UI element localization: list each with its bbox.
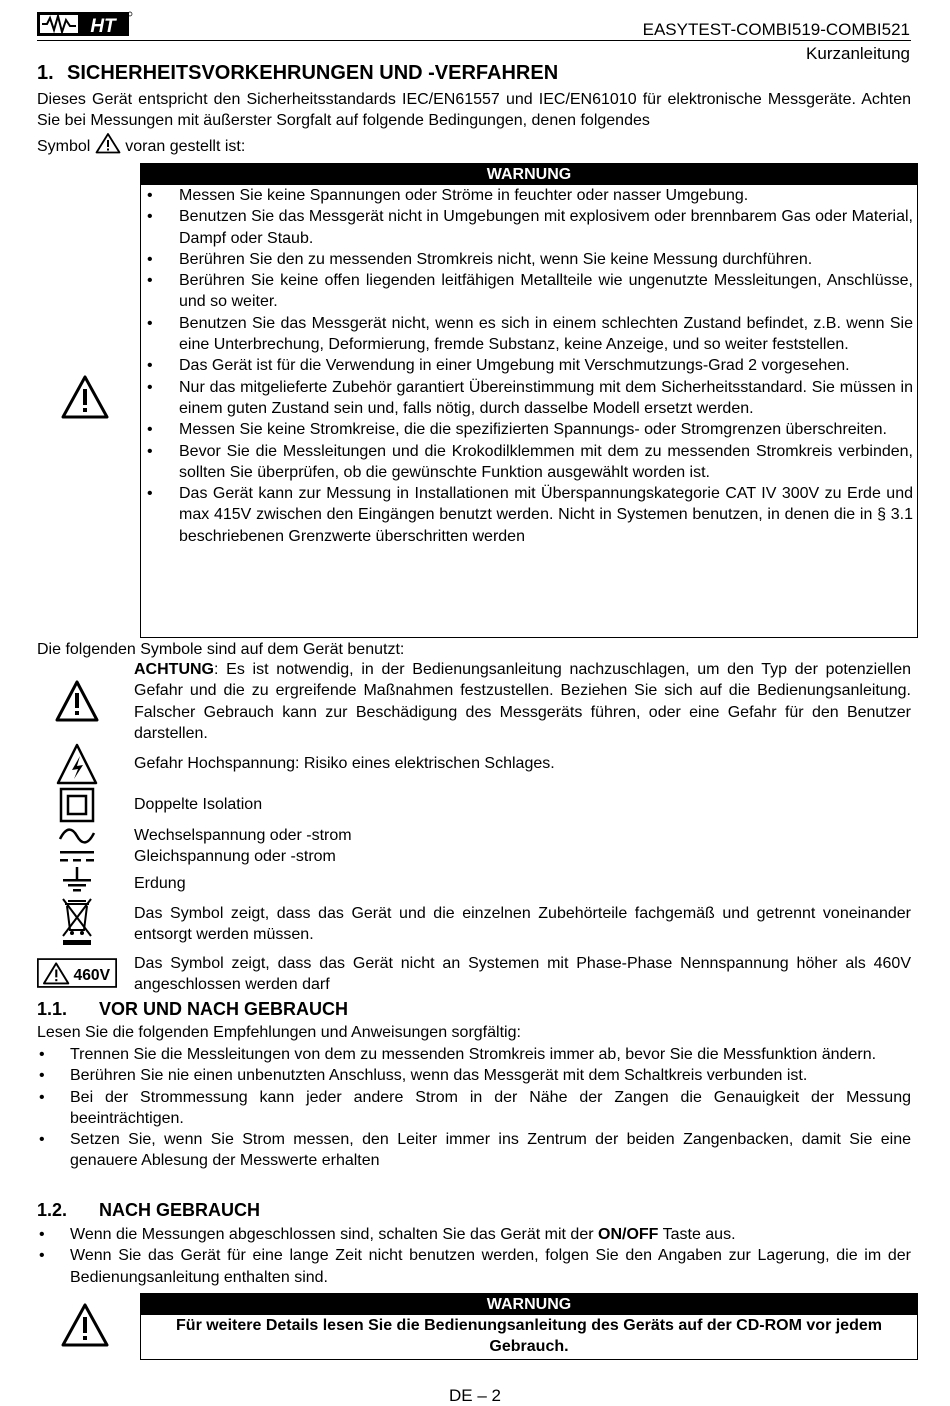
high-voltage-text: Gefahr Hochspannung: Risiko eines elektrischen Schlages. — [134, 755, 555, 772]
voltage-limit-text: Das Symbol zeigt, dass das Gerät nicht an Systemen mit Phase-Phase Nennspannung höher als 460V angeschlossen werden darf — [134, 955, 911, 994]
warning-triangle-icon — [60, 374, 110, 420]
badge-label: 460V — [73, 966, 111, 984]
achtung-description: : Es ist notwendig, in der Bedienungsanleitung nachzuschlagen, um den Typ der potenziellen Gefahr und die zu ergreifende Maßnahmen festzustellen. Beziehen Sie sich auf die Bedienungsanleitung. Falscher Gebrauch kann zur Beschädigung des Messgeräts führen, oder eine Gefahr für den Benutzer darstellen. — [134, 661, 911, 742]
symbols-intro: Die folgenden Symbole sind auf dem Gerät benutzt: — [37, 641, 405, 658]
list-item — [141, 377, 917, 420]
list-item-text: Taste aus. — [658, 1226, 736, 1243]
achtung-text — [134, 659, 911, 744]
list-item — [141, 483, 917, 547]
bullet: • — [147, 421, 153, 439]
bullet: • — [147, 485, 153, 503]
bullet: • — [39, 1131, 45, 1149]
list-item — [141, 185, 917, 206]
page-number: DE – 2 — [449, 1386, 501, 1405]
bullet: • — [39, 1067, 45, 1085]
warning-list — [141, 185, 917, 547]
subsection-number: 1.1. — [37, 999, 68, 1019]
double-insulation-text: Doppelte Isolation — [134, 796, 263, 813]
list-item-text: Berühren Sie nie einen unbenutzten Anschluss, wenn das Messgerät mit dem Schaltkreis verbunden ist. — [70, 1067, 808, 1085]
section-title: SICHERHEITSVORKEHRUNGEN UND -VERFAHREN — [67, 62, 559, 84]
list-item-text: Wenn Sie das Gerät für eine lange Zeit nicht benutzen werden, folgen Sie den Angaben zur Lagerung, die im der Bedienungsanleitung enthalten sind. — [70, 1247, 911, 1286]
bullet: • — [147, 187, 153, 204]
list-item-text: Das Gerät kann zur Messung in Installationen mit Überspannungskategorie CAT IV 300V zu Erde und max 415V zwischen den Eingängen benutzt werden. Nicht in Systemen benutzen, in denen die in § 3.1 beschriebenen Grenzwerte überschritten werden — [179, 485, 913, 545]
list-item — [141, 249, 917, 270]
earth-ground-icon — [37, 866, 117, 894]
instructions-list — [37, 1044, 911, 1172]
dc-text: Gleichspannung oder -strom — [134, 848, 336, 865]
subsection-heading — [37, 999, 348, 1020]
list-item — [37, 1044, 911, 1065]
intro-paragraph — [37, 89, 911, 157]
double-insulation-icon — [37, 786, 117, 824]
intro-text: Dieses Gerät entspricht den Sicherheitsstandards IEC/EN61557 und IEC/EN61010 für elektronische Messgeräte. Achten Sie bei Messungen mit äußerster Sorgfalt auf folgende Bedingungen, denen folgendes — [37, 91, 911, 130]
list-item-text: Benutzen Sie das Messgerät nicht in Umgebungen mit explosivem oder brennbarem Gas oder Material, Dampf oder Staub. — [179, 208, 913, 247]
ac-text: Wechselspannung oder -strom — [134, 827, 352, 844]
list-item — [37, 1087, 911, 1130]
warning-triangle-icon — [95, 132, 121, 154]
bullet: • — [147, 357, 153, 375]
list-item — [141, 355, 917, 376]
doc-subtitle: Kurzanleitung — [806, 44, 910, 63]
doc-title: EASYTEST-COMBI519-COMBI521 — [642, 20, 910, 39]
warning-box — [140, 163, 918, 638]
bullet: • — [39, 1247, 45, 1265]
list-item-text: Wenn die Messungen abgeschlossen sind, schalten Sie das Gerät mit der — [70, 1226, 598, 1243]
bullet: • — [147, 272, 153, 290]
warning-triangle-icon — [60, 1302, 110, 1348]
list-item-text: Berühren Sie den zu messenden Stromkreis nicht, wenn Sie keine Messung durchführen. — [179, 250, 813, 268]
dc-icon — [37, 846, 117, 866]
warning-text: Für weitere Details lesen Sie die Bedienungsanleitung des Geräts auf der CD-ROM vor jedem Gebrauch. — [176, 1317, 882, 1356]
bullet: • — [39, 1088, 45, 1106]
ht-logo — [37, 10, 133, 38]
subsection-title: VOR UND NACH GEBRAUCH — [99, 999, 349, 1019]
earth-text: Erdung — [134, 875, 186, 892]
logo-text: HT — [90, 16, 116, 37]
on-off-key-label: ON/OFF — [598, 1226, 659, 1243]
bullet: • — [147, 378, 153, 396]
list-item — [141, 419, 917, 440]
list-item — [141, 206, 917, 249]
list-item — [141, 270, 917, 313]
list-item — [141, 313, 917, 356]
section-heading — [37, 63, 558, 84]
list-item — [37, 1224, 911, 1245]
list-item-text: Setzen Sie, wenn Sie Strom messen, den Leiter immer ins Zentrum der beiden Zangenbacken, damit Sie eine genauere Ablesung der Messwerte erhalten — [70, 1131, 911, 1170]
intro-text-end: voran gestellt ist: — [125, 137, 246, 155]
header-divider — [37, 40, 911, 41]
list-item-text: Bevor Sie die Messleitungen und die Krokodilklemmen mit dem zu messenden Stromkreis verbinden, sollten Sie überprüfen, ob die gewünschte Funktion ausgewählt worden ist. — [179, 442, 913, 481]
list-item — [37, 1065, 911, 1086]
warning-heading: WARNUNG — [141, 1294, 917, 1315]
list-item — [37, 1129, 911, 1172]
subsection-title: NACH GEBRAUCH — [99, 1200, 260, 1220]
list-item-text: Bei der Strommessung kann jeder andere Strom in der Nähe der Zangen die Genauigkeit der Messung beeinträchtigen. — [70, 1088, 911, 1127]
list-item-text: Benutzen Sie das Messgerät nicht, wenn es sich in einem schlechten Zustand befindet, z.B. wenn Sie eine Unterbrechung, Deformierung, fremde Substanz, keine Anzeige, und so weiter feststellen. — [179, 314, 913, 354]
list-item-text: Berühren Sie keine offen liegenden leitfähigen Metallteile wie ungenutzte Messleitungen, Anschlüsse, und so weiter. — [179, 272, 913, 311]
warning-triangle-icon — [37, 676, 117, 726]
voltage-limit-badge-icon — [37, 955, 117, 991]
warning-box — [140, 1293, 918, 1360]
list-item-text: Messen Sie keine Spannungen oder Ströme in feuchter oder nasser Umgebung. — [179, 187, 749, 204]
list-item-text: Messen Sie keine Stromkreise, die die spezifizierten Spannungs- oder Stromgrenzen überschreiten. — [179, 421, 887, 439]
bullet: • — [39, 1046, 45, 1063]
list-item-text: Nur das mitgelieferte Zubehör garantiert Übereinstimmung mit dem Sicherheitsstandard. Sie müssen in einem guten Zustand sein und, falls nötig, durch dasselbe Modell ersetzt werden. — [179, 378, 913, 417]
bullet: • — [147, 314, 153, 332]
intro-symbol-label: Symbol — [37, 137, 91, 155]
subsection-number: 1.2. — [37, 1200, 68, 1220]
weee-text: Das Symbol zeigt, dass das Gerät und die einzelnen Zubehörteile fachgemäß und getrennt voneinander entsorgt werden müssen. — [134, 905, 911, 944]
bullet: • — [39, 1226, 45, 1243]
achtung-label: ACHTUNG — [134, 661, 214, 678]
ac-wave-icon — [37, 825, 117, 847]
subsection-heading — [37, 1200, 260, 1221]
list-item — [141, 441, 917, 484]
high-voltage-icon — [37, 742, 117, 786]
weee-bin-icon — [37, 896, 117, 948]
bullet: • — [147, 442, 153, 460]
list-item — [37, 1245, 911, 1288]
after-use-list — [37, 1224, 911, 1288]
list-item-text: Trennen Sie die Messleitungen von dem zu messenden Stromkreis immer ab, bevor Sie die Messfunktion ändern. — [70, 1046, 877, 1063]
warning-heading: WARNUNG — [141, 164, 917, 185]
bullet: • — [147, 250, 153, 268]
list-item-text: Das Gerät ist für die Verwendung in einer Umgebung mit Verschmutzungs-Grad 2 vorgesehen. — [179, 357, 850, 375]
subsection-intro: Lesen Sie die folgenden Empfehlungen und Anweisungen sorgfältig: — [37, 1024, 521, 1041]
section-number: 1. — [37, 62, 54, 84]
bullet: • — [147, 208, 153, 226]
